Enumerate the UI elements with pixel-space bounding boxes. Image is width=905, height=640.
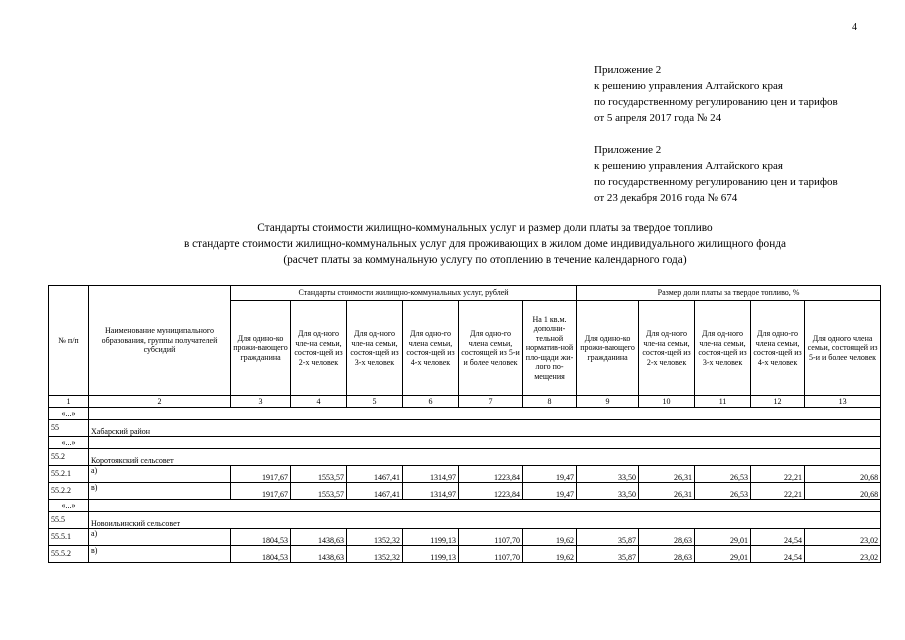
row-num: 55.2.2	[49, 483, 89, 500]
value-cell: 1467,41	[347, 483, 403, 500]
subheader-cell: Для одного члена семьи, состоящей из 5-и и более человек	[805, 301, 881, 396]
row-num: 55	[49, 420, 89, 437]
row-num: 55.5.2	[49, 546, 89, 563]
appendix-block-2	[594, 142, 838, 206]
column-index: 3	[231, 396, 291, 408]
value-cell: 29,01	[695, 529, 751, 546]
title-line: Стандарты стоимости жилищно-коммунальных услуг и размер доли платы за твердое топливо	[257, 222, 713, 234]
appendix-line: к решению управления Алтайского края	[594, 160, 783, 172]
group-label: а)	[89, 529, 231, 546]
value-cell: 1223,84	[459, 466, 523, 483]
column-index: 4	[291, 396, 347, 408]
subheader-cell: Для одно-го члена семьи, состоящей из 5-и и более человек	[459, 301, 523, 396]
district-name: Хабарский район	[89, 420, 881, 437]
appendix-line: Приложение 2	[594, 144, 662, 156]
subheader-cell: Для од-ного чле-на семьи, состоя-щей из 2-х человек	[291, 301, 347, 396]
value-cell: 28,63	[639, 529, 695, 546]
subheader-cell: Для од-ного чле-на семьи, состоя-щей из 3-х человек	[695, 301, 751, 396]
row-num: 55.5	[49, 512, 89, 529]
table-row	[49, 483, 881, 500]
value-cell: 19,47	[523, 483, 577, 500]
group-label: в)	[89, 546, 231, 563]
value-cell: 1467,41	[347, 466, 403, 483]
column-index: 9	[577, 396, 639, 408]
appendix-line: к решению управления Алтайского края	[594, 80, 783, 92]
column-index: 5	[347, 396, 403, 408]
value-cell: 1438,63	[291, 529, 347, 546]
page-number: 4	[852, 22, 857, 33]
subheader-cell: Для одино-ко прожи-вающего гражданина	[231, 301, 291, 396]
value-cell: 26,31	[639, 483, 695, 500]
value-cell: 1199,13	[403, 529, 459, 546]
value-cell: 28,63	[639, 546, 695, 563]
ellipsis-cell: «...»	[49, 500, 89, 512]
value-cell: 29,01	[695, 546, 751, 563]
value-cell: 1352,32	[347, 546, 403, 563]
title-line: (расчет платы за коммунальную услугу по отоплению в течение календарного года)	[283, 254, 687, 266]
subheader-cell: Для од-ного чле-на семьи, состоя-щей из 2-х человек	[639, 301, 695, 396]
value-cell: 19,62	[523, 546, 577, 563]
settlement-name: Новоильинский сельсовет	[89, 512, 881, 529]
value-cell: 1314,97	[403, 483, 459, 500]
value-cell: 1107,70	[459, 546, 523, 563]
value-cell: 1352,32	[347, 529, 403, 546]
value-cell: 1438,63	[291, 546, 347, 563]
row-num: 55.5.1	[49, 529, 89, 546]
appendix-block-1	[594, 62, 838, 126]
value-cell: 19,47	[523, 466, 577, 483]
group-label: в)	[89, 483, 231, 500]
value-cell: 19,62	[523, 529, 577, 546]
value-cell: 26,31	[639, 466, 695, 483]
group-label: а)	[89, 466, 231, 483]
row-num: 55.2	[49, 449, 89, 466]
subheader-cell: Для одино-ко прожи-вающего гражданина	[577, 301, 639, 396]
value-cell: 35,87	[577, 546, 639, 563]
empty-cell	[89, 437, 881, 449]
column-index: 6	[403, 396, 459, 408]
value-cell: 1553,57	[291, 483, 347, 500]
value-cell: 22,21	[751, 483, 805, 500]
value-cell: 26,53	[695, 483, 751, 500]
title-line: в стандарте стоимости жилищно-коммунальных услуг для проживающих в жилом доме индивидуального жилищного фонда	[183, 238, 787, 250]
empty-cell	[89, 500, 881, 512]
appendix-line: Приложение 2	[594, 64, 662, 76]
subheader-cell: Для од-ного чле-на семьи, состоя-щей из 3-х человек	[347, 301, 403, 396]
value-cell: 35,87	[577, 529, 639, 546]
appendix-line: по государственному регулированию цен и тарифов	[594, 176, 838, 188]
column-index: 7	[459, 396, 523, 408]
header-name: Наименование муниципального образования, группы получателей субсидий	[89, 286, 231, 396]
column-index: 13	[805, 396, 881, 408]
value-cell: 33,50	[577, 466, 639, 483]
column-index: 10	[639, 396, 695, 408]
value-cell: 20,68	[805, 466, 881, 483]
appendix-line: от 5 апреля 2017 года № 24	[594, 112, 722, 124]
value-cell: 23,02	[805, 546, 881, 563]
header-num: № п/п	[49, 286, 89, 396]
appendix-line: от 23 декабря 2016 года № 674	[594, 192, 738, 204]
value-cell: 1804,53	[231, 546, 291, 563]
header-group-share: Размер доли платы за твердое топливо, %	[577, 286, 881, 301]
ellipsis-cell: «...»	[49, 437, 89, 449]
value-cell: 1553,57	[291, 466, 347, 483]
column-index: 8	[523, 396, 577, 408]
subheader-cell: Для одно-го члена семьи, состоя-щей из 4-х человек	[403, 301, 459, 396]
value-cell: 1107,70	[459, 529, 523, 546]
value-cell: 24,54	[751, 546, 805, 563]
settlement-name: Коротоякский сельсовет	[89, 449, 881, 466]
table-row	[49, 466, 881, 483]
column-index: 11	[695, 396, 751, 408]
ellipsis-cell: «...»	[49, 408, 89, 420]
column-index: 12	[751, 396, 805, 408]
document-title	[100, 220, 870, 268]
subheader-cell: Для одно-го члена семьи, состоя-щей из 4-х человек	[751, 301, 805, 396]
value-cell: 1314,97	[403, 466, 459, 483]
column-index: 2	[89, 396, 231, 408]
empty-cell	[89, 408, 881, 420]
standards-table	[48, 285, 881, 563]
value-cell: 33,50	[577, 483, 639, 500]
value-cell: 26,53	[695, 466, 751, 483]
column-index: 1	[49, 396, 89, 408]
value-cell: 1917,67	[231, 466, 291, 483]
subheader-cell: На 1 кв.м. дополни-тельной норматив-ной пло-щади жи-лого по-мещения	[523, 301, 577, 396]
value-cell: 23,02	[805, 529, 881, 546]
value-cell: 1804,53	[231, 529, 291, 546]
appendix-line: по государственному регулированию цен и тарифов	[594, 96, 838, 108]
header-group-standards: Стандарты стоимости жилищно-коммунальных услуг, рублей	[231, 286, 577, 301]
value-cell: 24,54	[751, 529, 805, 546]
value-cell: 1199,13	[403, 546, 459, 563]
value-cell: 1223,84	[459, 483, 523, 500]
value-cell: 20,68	[805, 483, 881, 500]
table-row	[49, 546, 881, 563]
table-row	[49, 529, 881, 546]
row-num: 55.2.1	[49, 466, 89, 483]
value-cell: 22,21	[751, 466, 805, 483]
value-cell: 1917,67	[231, 483, 291, 500]
